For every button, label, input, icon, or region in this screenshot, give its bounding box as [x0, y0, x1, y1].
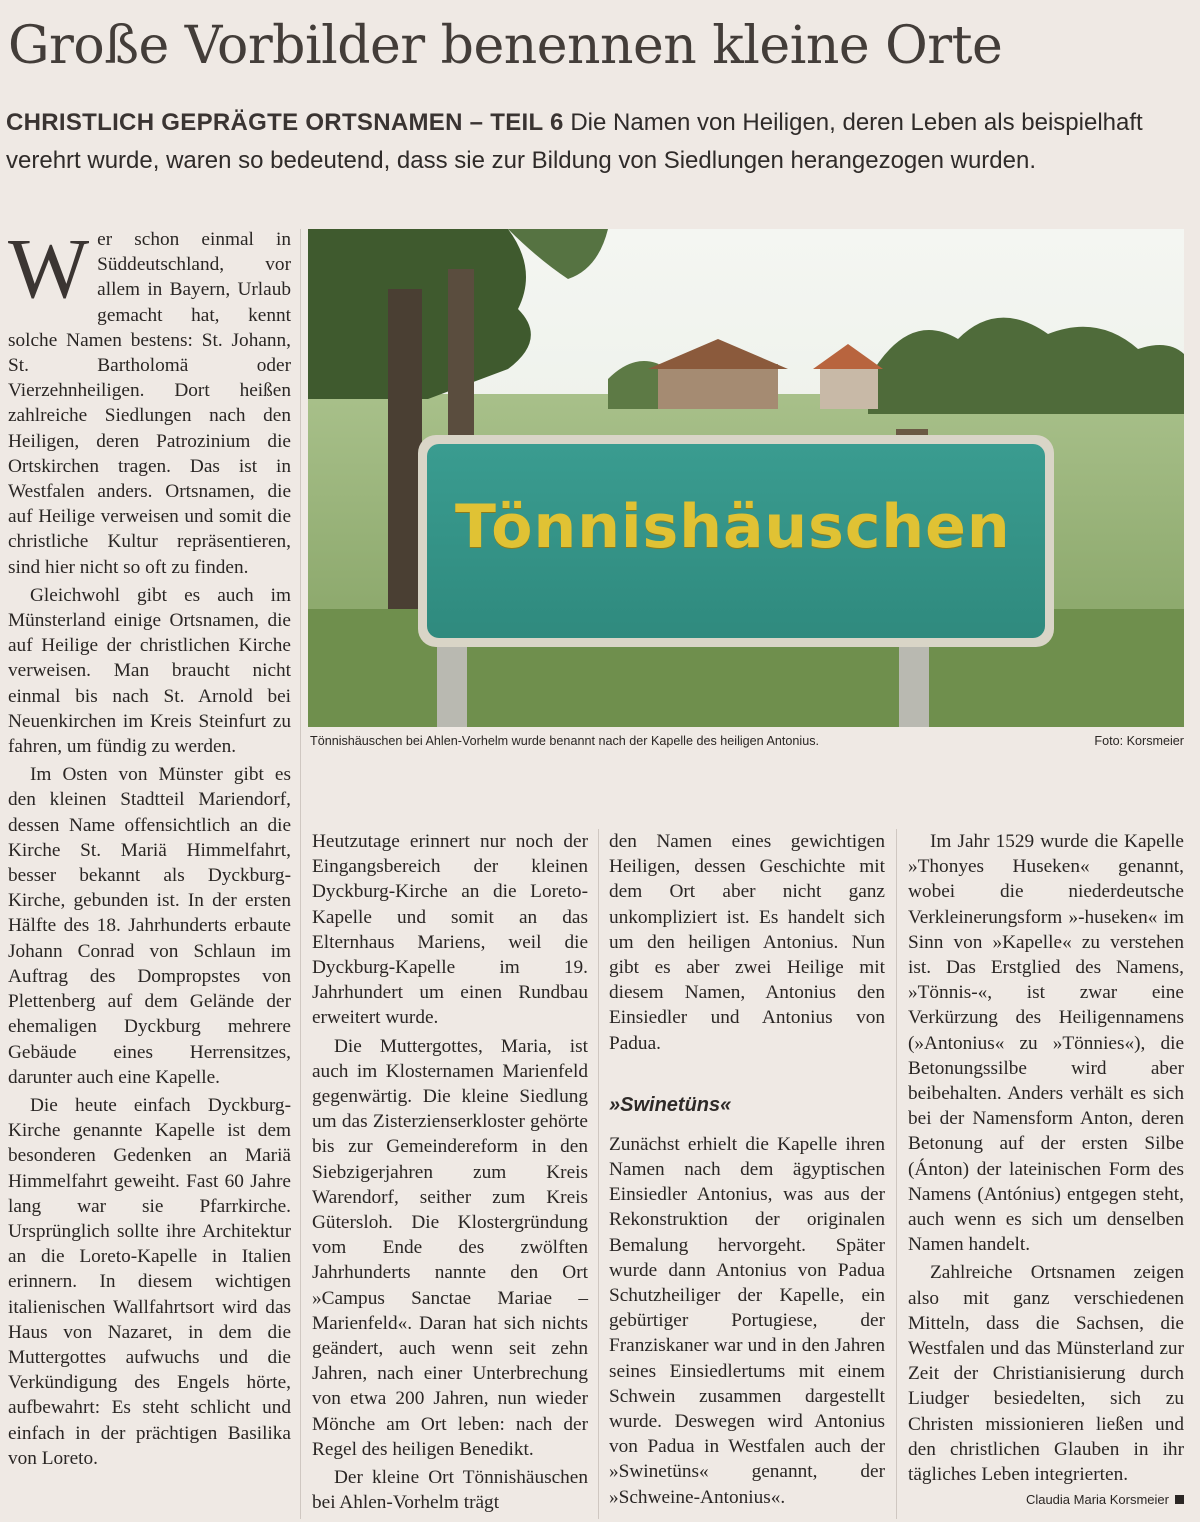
headline: Große Vorbilder benennen kleine Orte — [8, 16, 1003, 76]
deck — [6, 104, 1192, 180]
deck-text: Die Namen von Heiligen, deren Leben als beispielhaft verehrt wurde, waren so bedeutend, dass sie zur Bildung von Siedlungen herangezogen wurden. — [6, 109, 1143, 174]
article-paragraph: Heutzutage erinnert nur noch der Eingangsbereich der kleinen Dyckburg-Kirche an die Loreto-Kapelle und somit an das Elternhaus Mariens, weil die Dyckburg-Kapelle im 19. Jahrhundert um einen Rundbau erweitert wurde. — [312, 831, 588, 1029]
drop-cap: W — [8, 220, 90, 316]
article-paragraph: Gleichwohl gibt es auch im Münsterland einige Ortsnamen, die auf Heilige der christlichen Kirche verweisen. Man braucht nicht einmal bis nach St. Arnold bei Neuenkirchen im Kreis Steinfurt zu fahren, um fündig zu werden. — [8, 584, 291, 758]
article-paragraph: den Namen eines gewichtigen Heiligen, dessen Geschichte mit dem Ort aber nicht ganz unkompliziert ist. Es handelt sich um den heiligen Antonius. Nun gibt es aber zwei Heilige mit diesem Namen, Antonius den Einsiedler und Antonius von Padua. — [609, 831, 885, 1054]
subheading: »Swinetüns« — [609, 1093, 732, 1116]
photo-caption — [310, 734, 1184, 748]
photo-illustration — [308, 229, 1184, 727]
article-paragraph: Wer schon einmal in Süddeutschland, vor allem in Bayern, Urlaub gemacht hat, kennt solche Namen bestens: St. Johann, St. Bartholomä oder Vierzehnheiligen. Dort heißen zahlreiche Siedlungen nach den Heiligen, deren Patrozinium die Ortskirchen tragen. Das ist in Westfalen anders. Ortsnamen, die auf Heilige verweisen und somit die christliche Kultur repräsentieren, sind hier nicht so oft zu finden. — [8, 220, 291, 578]
article-paragraph: Im Jahr 1529 wurde die Kapelle »Thonyes Huseken« genannt, wobei die niederdeutsche Verkleinerungsform »-huseken« im Sinn von »Kapelle« zu verstehen ist. Das Erstglied des Namens, »Tönnis-«, ist zwar eine Verkürzung des Heiligennamens (»Antonius« zu »Tönnies«), die Betonungssilbe wird aber beibehalten. Anders verhält es sich bei der Namensform Anton, deren Betonung auf der ersten Silbe (Ánton) der lateinischen Form des Namens (Antónius) entgegen steht, auch wenn es sich um denselben Namen handelt. — [908, 831, 1184, 1256]
article-paragraph: Die heute einfach Dyckburg-Kirche genannte Kapelle ist dem besonderen Gedenken an Mariä Himmelfahrt geweiht. Fast 60 Jahre lang war sie Pfarrkirche. Ursprünglich sollte ihre Architektur an die Loreto-Kapelle in Italien erinnern. In diesem wichtigen italienischen Wallfahrtsort wird das Haus von Nazaret, in dem die Muttergottes aufwuchs und die Verkündigung des Engels hörte, aufbewahrt: Es steht schlicht und einfach in der prächtigen Basilika von Loreto. — [8, 1094, 291, 1469]
article-column-1 — [8, 220, 291, 1471]
article-column-4 — [908, 829, 1184, 1512]
photo-credit: Foto: Korsmeier — [1094, 734, 1184, 748]
caption-text: Tönnishäuschen bei Ahlen-Vorhelm wurde benannt nach der Kapelle des heiligen Antonius. — [310, 734, 820, 748]
author-signature: Claudia Maria Korsmeier — [908, 1487, 1184, 1512]
article-paragraph: Die Muttergottes, Maria, ist auch im Klosternamen Marienfeld gegenwärtig. Die kleine Siedlung um das Zisterzienserkloster gehörte bis zur Gemeindereform in den Siebzigerjahren zum Kreis Warendorf, seither zum Kreis Gütersloh. Die Klostergründung vom Ende des zwölften Jahrhunderts nannte den Ort »Campus Sanctae Mariae – Marienfeld«. Daran hat sich nichts geändert, auch wenn seit zehn Jahren, nach einer Unterbrechung von etwa 200 Jahren, nun wieder Mönche am Ort leben: nach der Regel des heiligen Benedikt. — [312, 1035, 588, 1460]
article-paragraph: Zunächst erhielt die Kapelle ihren Namen nach dem ägyptischen Einsiedler Antonius, was aus der Rekonstruktion der originalen Bemalung hervorgeht. Später wurde dann Antonius von Padua Schutzheiliger der Kapelle, ein gebürtiger Portugiese, der Franziskaner war und in den Jahren seines Einsiedlertums mit einem Schwein zusammen dargestellt wurde. Deswegen wird Antonius von Padua in Westfalen auch der »Swinetüns« genannt, der »Schweine-Antonius«. — [609, 1133, 885, 1508]
deck-kicker: CHRISTLICH GEPRÄGTE ORTSNAMEN – TEIL 6 — [6, 109, 564, 136]
column-divider — [598, 829, 599, 1519]
end-mark-icon — [1175, 1495, 1184, 1504]
column-divider — [300, 229, 301, 1519]
article-paragraph: Der kleine Ort Tönnishäuschen bei Ahlen-Vorhelm trägt — [312, 1467, 588, 1514]
column-divider — [896, 829, 897, 1519]
article-paragraph: Im Osten von Münster gibt es den kleinen Stadtteil Mariendorf, dessen Name offensichtlich an die Kirche St. Mariä Himmelfahrt, besser bekannt als Dyckburg-Kirche, gebunden ist. In der ersten Hälfte des 18. Jahrhunderts erbaute Johann Conrad von Schlaun im Auftrag des Dompropstes von Plettenberg auf dem Gelände der ehemaligen Dyckburg mehrere Gebäude eines Herrensitzes, darunter auch eine Kapelle. — [8, 764, 291, 1088]
article-column-2 — [312, 829, 588, 1515]
article-photo — [308, 229, 1184, 727]
article-paragraph: Zahlreiche Ortsnamen zeigen also mit ganz verschiedenen Mitteln, dass die Sachsen, die Westfalen und das Münsterland zur Zeit der Christianisierung durch Liudger besiedelten, sich zu Christen missionieren ließen und den christlichen Glauben in ihr tägliches Leben integrierten. — [908, 1262, 1184, 1486]
article-column-3 — [609, 829, 885, 1510]
place-name-sign-text: Tönnishäuschen — [455, 492, 1011, 562]
